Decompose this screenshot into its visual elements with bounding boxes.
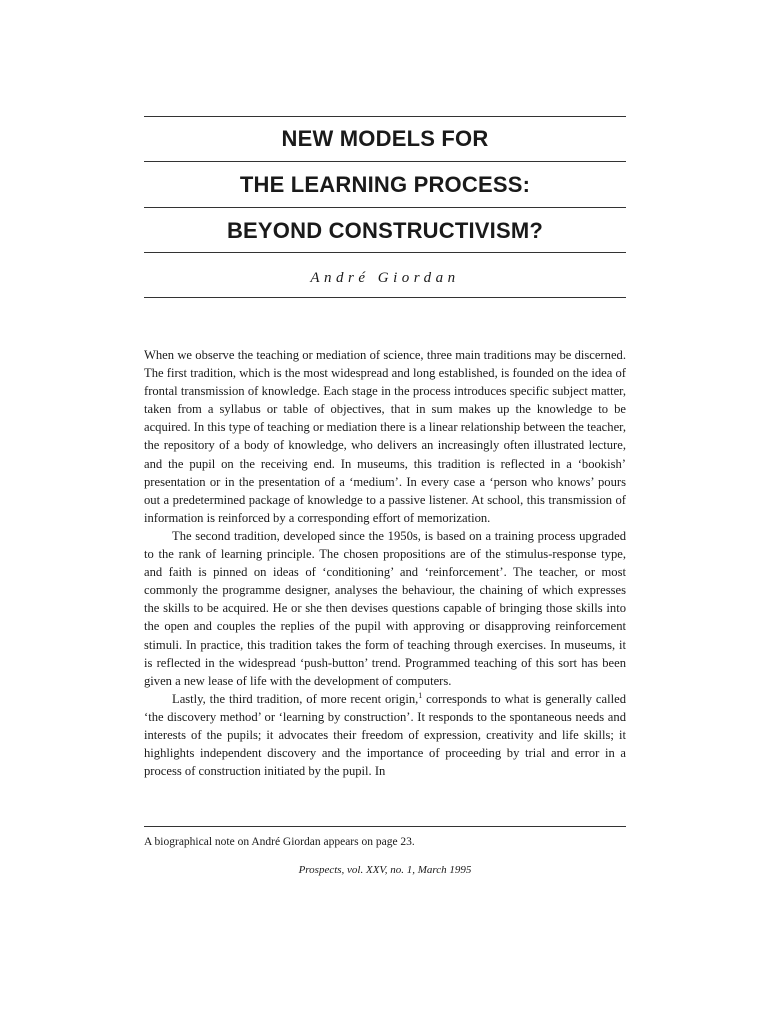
author-rule: [144, 297, 626, 298]
paragraph-3: [144, 690, 626, 780]
title-line-3: BEYOND CONSTRUCTIVISM?: [226, 218, 544, 243]
journal-citation: Prospects, vol. XXV, no. 1, March 1995: [298, 864, 472, 876]
paragraph-3-end: corresponds to what is generally called ‘the discovery method’ or ‘learning by construction’. It responds to the spontaneous needs and interests of the pupils; it advocates their freedom of expression, creativity and life skills; it highlights independent discovery and the importance of proceeding by trial and error in a process of construction initiated by the pupil. In: [144, 691, 626, 779]
title-rule-1: [144, 161, 626, 162]
footnote-marker: 1: [418, 690, 423, 700]
paragraph-2: The second tradition, developed since the 1950s, is based on a training process upgraded to the rank of learning principle. The chosen propositions are of the stimulus-response type, and faith is pinned on ideas of ‘conditioning’ and ‘reinforcement’. The teacher, or most commonly the programme designer, analyses the behaviour, the chaining of which expresses the skills to be acquired. He or she then devises questions capable of bringing those skills into the open and couples the replies of the pupil with approving or disapproving reinforcement stimuli. In practice, this tradition takes the form of teaching through exercises. In museums, it is reflected in the widespread ‘push-button’ trend. Programmed teaching of this sort has been given a new lease of life with the development of computers.: [144, 528, 626, 688]
title-line-1: NEW MODELS FOR: [281, 126, 489, 151]
article-body: [144, 346, 626, 780]
footnote-rule: [144, 826, 626, 827]
title-rule-3: [144, 252, 626, 253]
title-rule-2: [144, 207, 626, 208]
paragraph-3-start: Lastly, the third tradition, of more recent origin,: [172, 691, 419, 706]
paragraph-1: When we observe the teaching or mediation of science, three main traditions may be discerned. The first tradition, which is the most widespread and long established, is founded on the idea of frontal transmission of knowledge. Each stage in the process introduces specific subject matter, taken from a syllabus or table of objectives, that in sum makes up the knowledge to be acquired. In this type of teaching or mediation there is a linear relationship between the teacher, the repository of a body of knowledge, who delivers an increasingly often illustrated lecture, and the pupil on the receiving end. In museums, this tradition is reflected in a ‘bookish’ presentation or in the presentation of a ‘medium’. In every case a ‘person who knows’ pours out a predetermined package of knowledge to a passive listener. At school, this transmission of information is reinforced by a corresponding effort of memorization.: [144, 348, 626, 525]
title-rule-top: [144, 116, 626, 117]
title-line-2: THE LEARNING PROCESS:: [239, 172, 531, 197]
article-page: [144, 0, 626, 1024]
biographical-footnote: A biographical note on André Giordan appears on page 23.: [144, 836, 415, 848]
author-name: André Giordan: [310, 270, 460, 286]
